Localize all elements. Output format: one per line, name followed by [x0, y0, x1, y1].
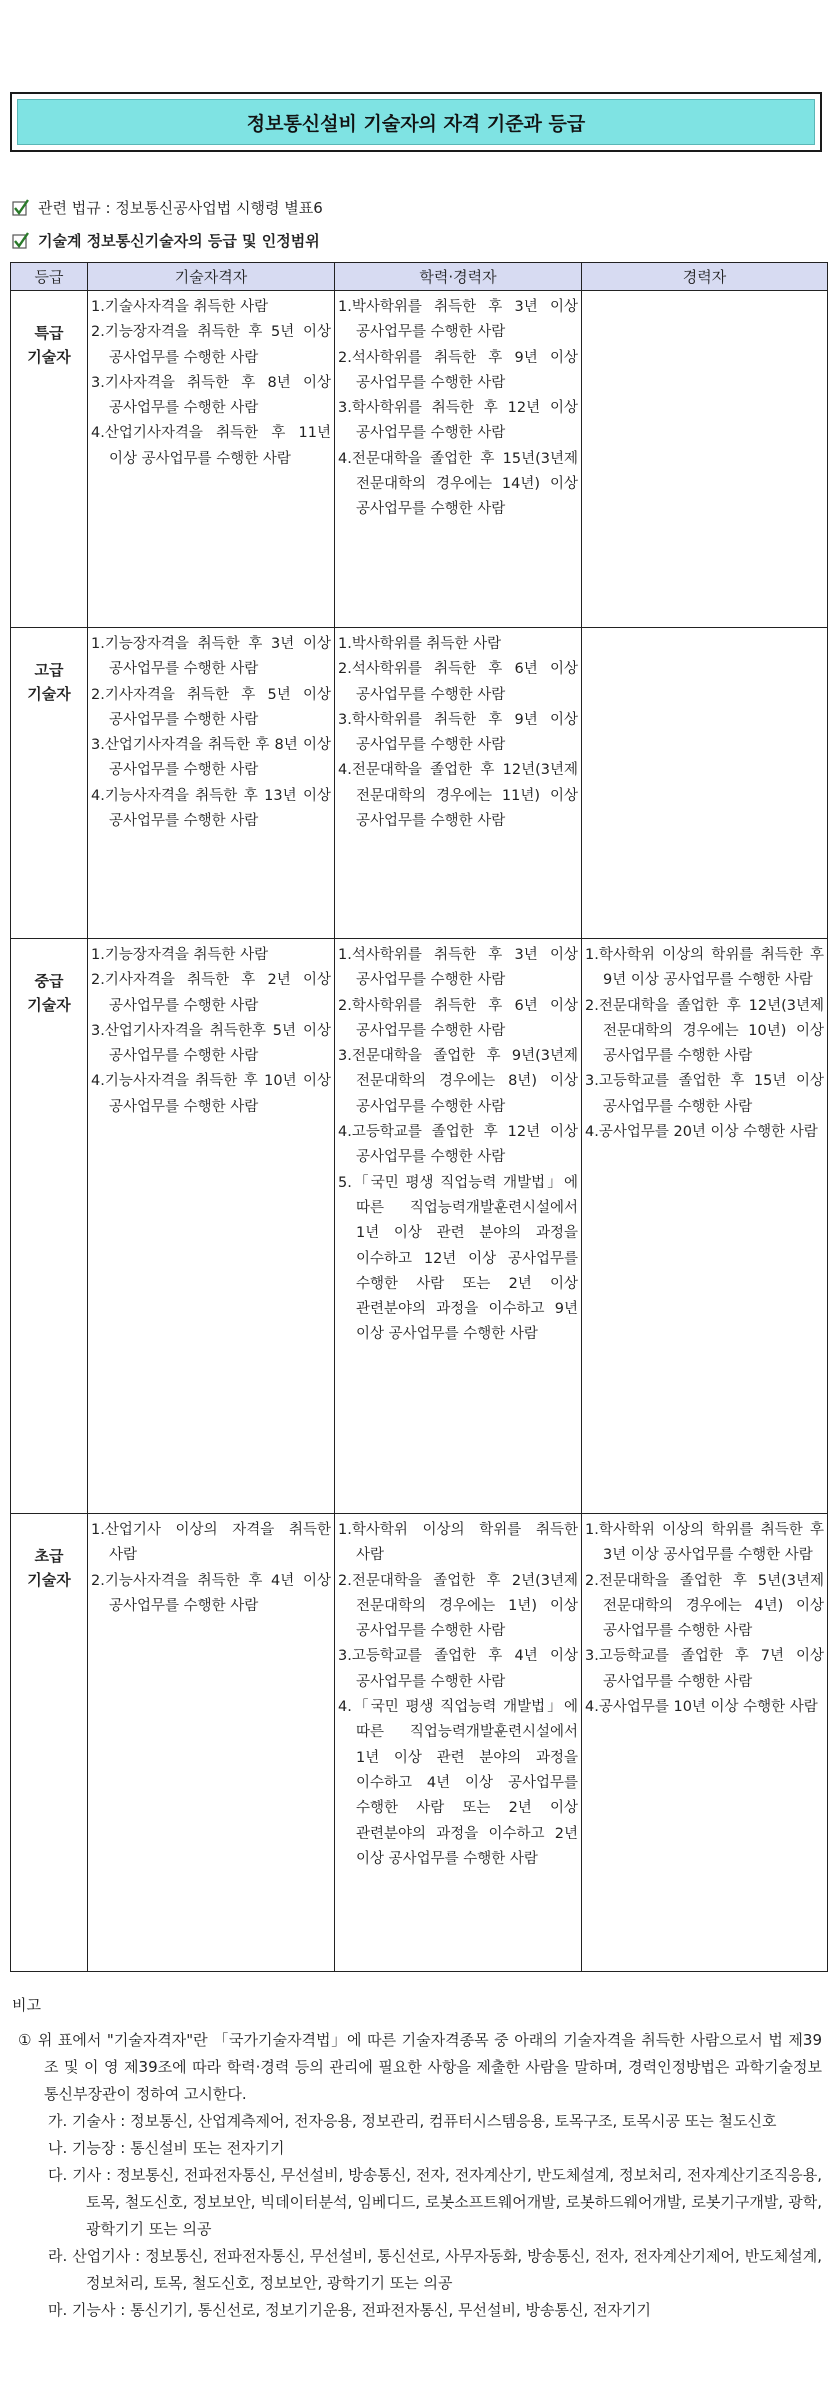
requirement-item: 3.학사학위를 취득한 후 9년 이상 공사업무를 수행한 사람: [338, 711, 578, 754]
checkbox-check-icon: [12, 199, 30, 217]
table-row: [11, 939, 828, 1514]
note-sub-item: 마. 기능사 : 통신기기, 통신선로, 정보기기운용, 전파전자통신, 무선설비, 방송통신, 전자기기: [48, 2301, 651, 2319]
grade-label: 특급: [34, 324, 64, 342]
requirement-item: 4.고등학교를 졸업한 후 12년 이상 공사업무를 수행한 사람: [338, 1124, 578, 1166]
requirement-item: 4.「국민 평생 직업능력 개발법」에 따른 직업능력개발훈련시설에서 1년 이상 관련 분야의 과정을 이수하고 4년 이상 공사업무를 수행한 사람 또는 2년 이상 관련분야의 과정을 이수하고 2년 이상 공사업무를 수행한 사람: [338, 1699, 578, 1867]
note-sub-item: 가. 기술사 : 정보통신, 산업계측제어, 전자응용, 정보관리, 컴퓨터시스템응용, 토목구조, 토목시공 또는 철도신호: [48, 2112, 777, 2130]
law-reference-text: 관련 법규 : 정보통신공사업법 시행령 별표6: [38, 199, 323, 217]
requirement-item: 2.기사자격을 취득한 후 5년 이상 공사업무를 수행한 사람: [91, 686, 331, 728]
header-grade: 등급: [11, 263, 88, 291]
requirement-item: 3.고등학교를 졸업한 후 4년 이상 공사업무를 수행한 사람: [338, 1648, 578, 1690]
qual-cell: [88, 1514, 335, 1972]
grade-cell: [11, 628, 88, 939]
note-sub-item: 다. 기사 : 정보통신, 전파전자통신, 무선설비, 방송통신, 전자, 전자계산기, 반도체설계, 정보처리, 전자계산기조직응용, 토목, 철도신호, 정보보안, 빅데이터분석, 임베디드, 로봇소프트웨어개발, 로봇하드웨어개발, 로봇기구개발, 광학, 광학기기 또는 의공: [48, 2166, 822, 2238]
requirement-item: 4.산업기사자격을 취득한 후 11년 이상 공사업무를 수행한 사람: [91, 425, 331, 467]
qual-cell: [88, 628, 335, 939]
requirement-item: 4.공사업무를 10년 이상 수행한 사람: [585, 1699, 818, 1716]
table-row: [11, 628, 828, 939]
edu-cell: [335, 291, 582, 628]
requirement-item: 3.고등학교를 졸업한 후 7년 이상 공사업무를 수행한 사람: [585, 1648, 824, 1690]
grade-label: 고급: [34, 661, 64, 679]
requirement-item: 4.공사업무를 20년 이상 수행한 사람: [585, 1124, 818, 1141]
law-reference-line: [12, 197, 323, 218]
requirement-item: 4.기능사자격을 취득한 후 13년 이상 공사업무를 수행한 사람: [91, 787, 331, 830]
grade-label: 기술자: [27, 348, 71, 366]
requirement-item: 1.박사학위를 취득한 후 3년 이상 공사업무를 수행한 사람: [338, 299, 578, 341]
requirement-item: 1.학사학위 이상의 학위를 취득한 사람: [338, 1522, 578, 1564]
table-header-row: [11, 263, 828, 291]
grade-scope-line: [12, 230, 320, 251]
requirement-item: 2.전문대학을 졸업한 후 12년(3년제 전문대학의 경우에는 10년) 이상 공사업무를 수행한 사람: [585, 997, 824, 1065]
qual-cell: [88, 939, 335, 1514]
note-main-text: ① 위 표에서 "기술자격자"란 「국가기술자격법」에 따른 기술자격종목 중 아래의 기술자격을 취득한 사람으로서 법 제39조 및 이 영 제39조에 따라 학력·경력 등의 관리에 필요한 사항을 제출한 사람을 말하며, 경력인정방법은 과학기술정보통신부장관이 정하여 고시한다.: [18, 2031, 822, 2103]
edu-cell: [335, 1514, 582, 1972]
requirement-item: 3.고등학교를 졸업한 후 15년 이상 공사업무를 수행한 사람: [585, 1073, 824, 1115]
requirement-item: 4.전문대학을 졸업한 후 12년(3년제 전문대학의 경우에는 11년) 이상 공사업무를 수행한 사람: [338, 762, 578, 830]
career-cell: [582, 291, 828, 628]
requirement-item: 4.기능사자격을 취득한 후 10년 이상 공사업무를 수행한 사람: [91, 1073, 331, 1115]
requirement-item: 1.박사학위를 취득한 사람: [338, 636, 502, 652]
requirement-item: 2.전문대학을 졸업한 후 2년(3년제 전문대학의 경우에는 1년) 이상 공사업무를 수행한 사람: [338, 1572, 578, 1640]
grade-label: 중급: [34, 972, 64, 990]
page-title: 정보통신설비 기술자의 자격 기준과 등급: [17, 99, 815, 145]
note-sub-item: 나. 기능장 : 통신설비 또는 전자기기: [48, 2139, 285, 2157]
requirement-item: 2.석사학위를 취득한 후 9년 이상 공사업무를 수행한 사람: [338, 349, 578, 391]
requirement-item: 3.기사자격을 취득한 후 8년 이상 공사업무를 수행한 사람: [91, 374, 331, 417]
requirement-item: 3.학사학위를 취득한 후 12년 이상 공사업무를 수행한 사람: [338, 400, 578, 442]
requirement-item: 1.학사학위 이상의 학위를 취득한 후 9년 이상 공사업무를 수행한 사람: [585, 947, 824, 989]
grade-cell: [11, 1514, 88, 1972]
table-row: [11, 291, 828, 628]
note-sub-item: 라. 산업기사 : 정보통신, 전파전자통신, 무선설비, 통신선로, 사무자동화, 방송통신, 전자, 전자계산기제어, 반도체설계, 정보처리, 토목, 철도신호, 정보보안, 광학기기 또는 의공: [48, 2247, 822, 2292]
requirement-item: 2.기능장자격을 취득한 후 5년 이상 공사업무를 수행한 사람: [91, 324, 331, 366]
requirement-item: 1.기술사자격을 취득한 사람: [91, 299, 269, 315]
table-row: [11, 1514, 828, 1972]
requirement-item: 3.산업기사자격을 취득한 후 8년 이상 공사업무를 수행한 사람: [91, 737, 331, 779]
grade-label: 기술자: [27, 685, 71, 703]
notes-label: 비고: [12, 1996, 41, 2014]
grade-scope-text: 기술계 정보통신기술자의 등급 및 인정범위: [38, 232, 320, 250]
requirement-item: 1.기능장자격을 취득한 후 3년 이상 공사업무를 수행한 사람: [91, 636, 331, 678]
notes-section: [12, 1992, 822, 2324]
grade-label: 기술자: [27, 996, 71, 1014]
edu-cell: [335, 939, 582, 1514]
requirement-item: 1.학사학위 이상의 학위를 취득한 후 3년 이상 공사업무를 수행한 사람: [585, 1522, 824, 1564]
grade-label: 초급: [34, 1547, 64, 1565]
title-box: [10, 92, 822, 152]
requirement-item: 4.전문대학을 졸업한 후 15년(3년제 전문대학의 경우에는 14년) 이상 공사업무를 수행한 사람: [338, 450, 578, 518]
requirement-item: 5.「국민 평생 직업능력 개발법」에 따른 직업능력개발훈련시설에서 1년 이상 관련 분야의 과정을 이수하고 12년 이상 공사업무를 수행한 사람 또는 2년 이상 관련분야의 과정을 이수하고 9년 이상 공사업무를 수행한 사람: [338, 1174, 578, 1343]
requirement-item: 1.석사학위를 취득한 후 3년 이상 공사업무를 수행한 사람: [338, 947, 578, 989]
grade-label: 기술자: [27, 1571, 71, 1589]
requirement-item: 2.기사자격을 취득한 후 2년 이상 공사업무를 수행한 사람: [91, 972, 331, 1014]
grade-cell: [11, 939, 88, 1514]
requirement-item: 2.석사학위를 취득한 후 6년 이상 공사업무를 수행한 사람: [338, 661, 578, 703]
header-career: 경력자: [582, 263, 828, 291]
edu-cell: [335, 628, 582, 939]
grade-cell: [11, 291, 88, 628]
requirement-item: 1.기능장자격을 취득한 사람: [91, 947, 269, 963]
requirement-item: 3.산업기사자격을 취득한후 5년 이상 공사업무를 수행한 사람: [91, 1022, 331, 1065]
requirement-item: 3.전문대학을 졸업한 후 9년(3년제 전문대학의 경우에는 8년) 이상 공사업무를 수행한 사람: [338, 1048, 578, 1115]
qual-cell: [88, 291, 335, 628]
requirement-item: 2.학사학위를 취득한 후 6년 이상 공사업무를 수행한 사람: [338, 997, 578, 1039]
header-education-career: 학력·경력자: [335, 263, 582, 291]
career-cell: [582, 628, 828, 939]
career-cell: [582, 1514, 828, 1972]
requirement-item: 2.전문대학을 졸업한 후 5년(3년제 전문대학의 경우에는 4년) 이상 공사업무를 수행한 사람: [585, 1572, 824, 1640]
header-qualified: 기술자격자: [88, 263, 335, 291]
career-cell: [582, 939, 828, 1514]
requirement-item: 2.기능사자격을 취득한 후 4년 이상 공사업무를 수행한 사람: [91, 1572, 331, 1614]
grade-table: [10, 262, 828, 1972]
requirement-item: 1.산업기사 이상의 자격을 취득한 사람: [91, 1522, 331, 1564]
checkbox-check-icon: [12, 232, 30, 250]
